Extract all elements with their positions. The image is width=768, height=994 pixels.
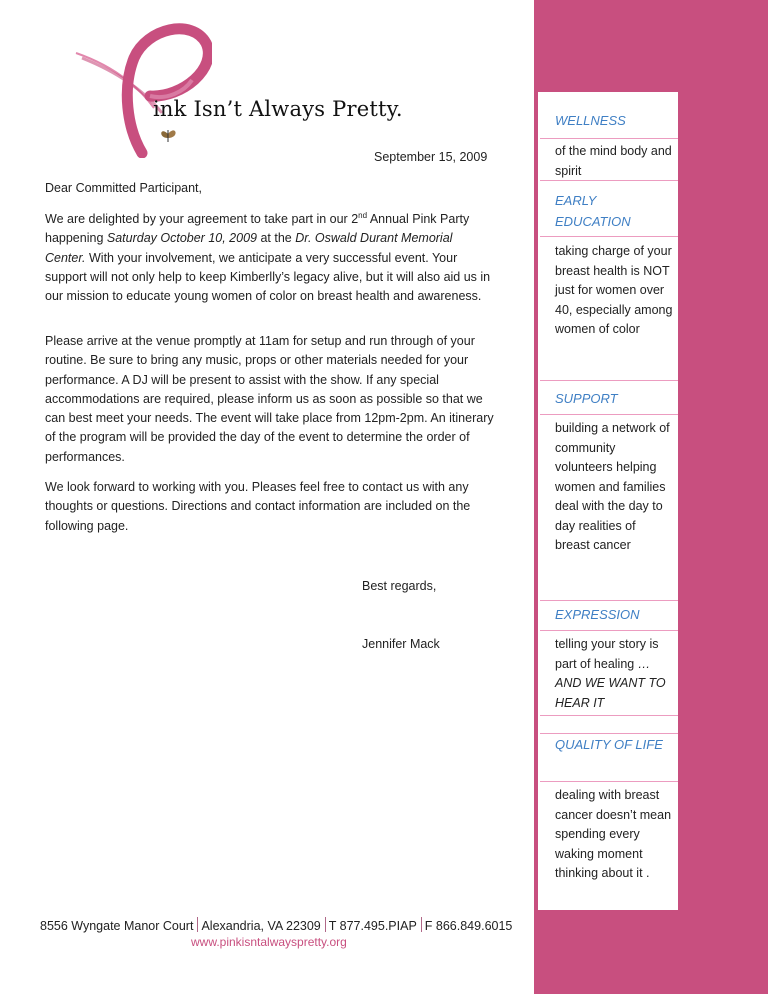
expression-text bbox=[555, 635, 673, 713]
footer-fax: F 866.849.6015 bbox=[424, 919, 513, 933]
paragraph-text: Annual Pink Party happening bbox=[45, 212, 470, 246]
paragraph-text: With your involvement, we anticipate a very successful event. Your support will not only help to keep Kimberlly’s legacy alive, but it will also aid us in our mission to educate young women of color on breast health and awareness. bbox=[45, 250, 491, 304]
event-venue: Dr. Oswald Durant Memorial Center. bbox=[45, 231, 453, 265]
paragraph-text: at the bbox=[256, 231, 296, 246]
quality-heading: QUALITY OF LIFE bbox=[555, 737, 663, 752]
letter-signature: Jennifer Mack bbox=[362, 637, 440, 651]
expression-text-emphasis: …AND WE WANT TO HEAR IT bbox=[555, 656, 666, 710]
support-text: building a network of community volunteers helping women and families deal with the day to day realities of breast cancer bbox=[555, 421, 670, 552]
wellness-text: of the mind body and spirit bbox=[555, 144, 672, 178]
website-link[interactable]: www.pinkisntalwayspretty.org bbox=[191, 935, 347, 949]
footer-divider bbox=[197, 917, 198, 932]
paragraph-text: We are delighted by your agreement to take part in our 2 bbox=[45, 212, 359, 227]
letter-paragraph-3: We look forward to working with you. Pleases feel free to contact us with any thoughts or questions. Directions and contact information are included on the following page. bbox=[45, 480, 471, 533]
letter-paragraph-1 bbox=[45, 206, 495, 307]
letter-salutation: Dear Committed Participant, bbox=[45, 181, 203, 195]
expression-heading: EXPRESSION bbox=[555, 607, 640, 622]
organization-name: ink Isn’t Always Pretty. bbox=[153, 97, 403, 121]
footer-divider bbox=[421, 917, 422, 932]
support-heading: SUPPORT bbox=[555, 391, 618, 406]
sidebar-row-divider bbox=[540, 715, 678, 734]
footer-divider bbox=[325, 917, 326, 932]
letter-closing: Best regards, bbox=[362, 579, 437, 593]
quality-text: dealing with breast cancer doesn’t mean spending every waking moment thinking about it . bbox=[555, 788, 672, 880]
letter-paragraph-2: Please arrive at the venue promptly at 11am for setup and run through of your routine. Be sure to bring any music, props or other materials needed for your performance. A DJ will be present to assist with the show. If any special accommodations are required, please inform us as soon as possible so that we can best meet your needs. The event will take place from 12pm-2pm. An itinerary of the program will be provided the day of the event to determine the order of performances. bbox=[45, 334, 494, 464]
footer-city: Alexandria, VA 22309 bbox=[201, 919, 321, 933]
footer-contact bbox=[40, 917, 512, 933]
footer-address: 8556 Wyngate Manor Court bbox=[40, 919, 194, 933]
expression-text-part: telling your story is part of healing bbox=[555, 637, 659, 671]
footer-phone: T 877.495.PIAP bbox=[328, 919, 417, 933]
education-heading: EARLY EDUCATION bbox=[555, 193, 631, 229]
ordinal-suffix: nd bbox=[358, 211, 368, 220]
pink-p-logo-icon bbox=[72, 18, 212, 158]
wellness-heading: WELLNESS bbox=[555, 113, 626, 128]
event-date: Saturday October 10, 2009 bbox=[106, 231, 257, 246]
education-text: taking charge of your breast health is NOT just for women over 40, especially among women of color bbox=[555, 244, 673, 336]
letter-date: September 15, 2009 bbox=[374, 150, 488, 164]
